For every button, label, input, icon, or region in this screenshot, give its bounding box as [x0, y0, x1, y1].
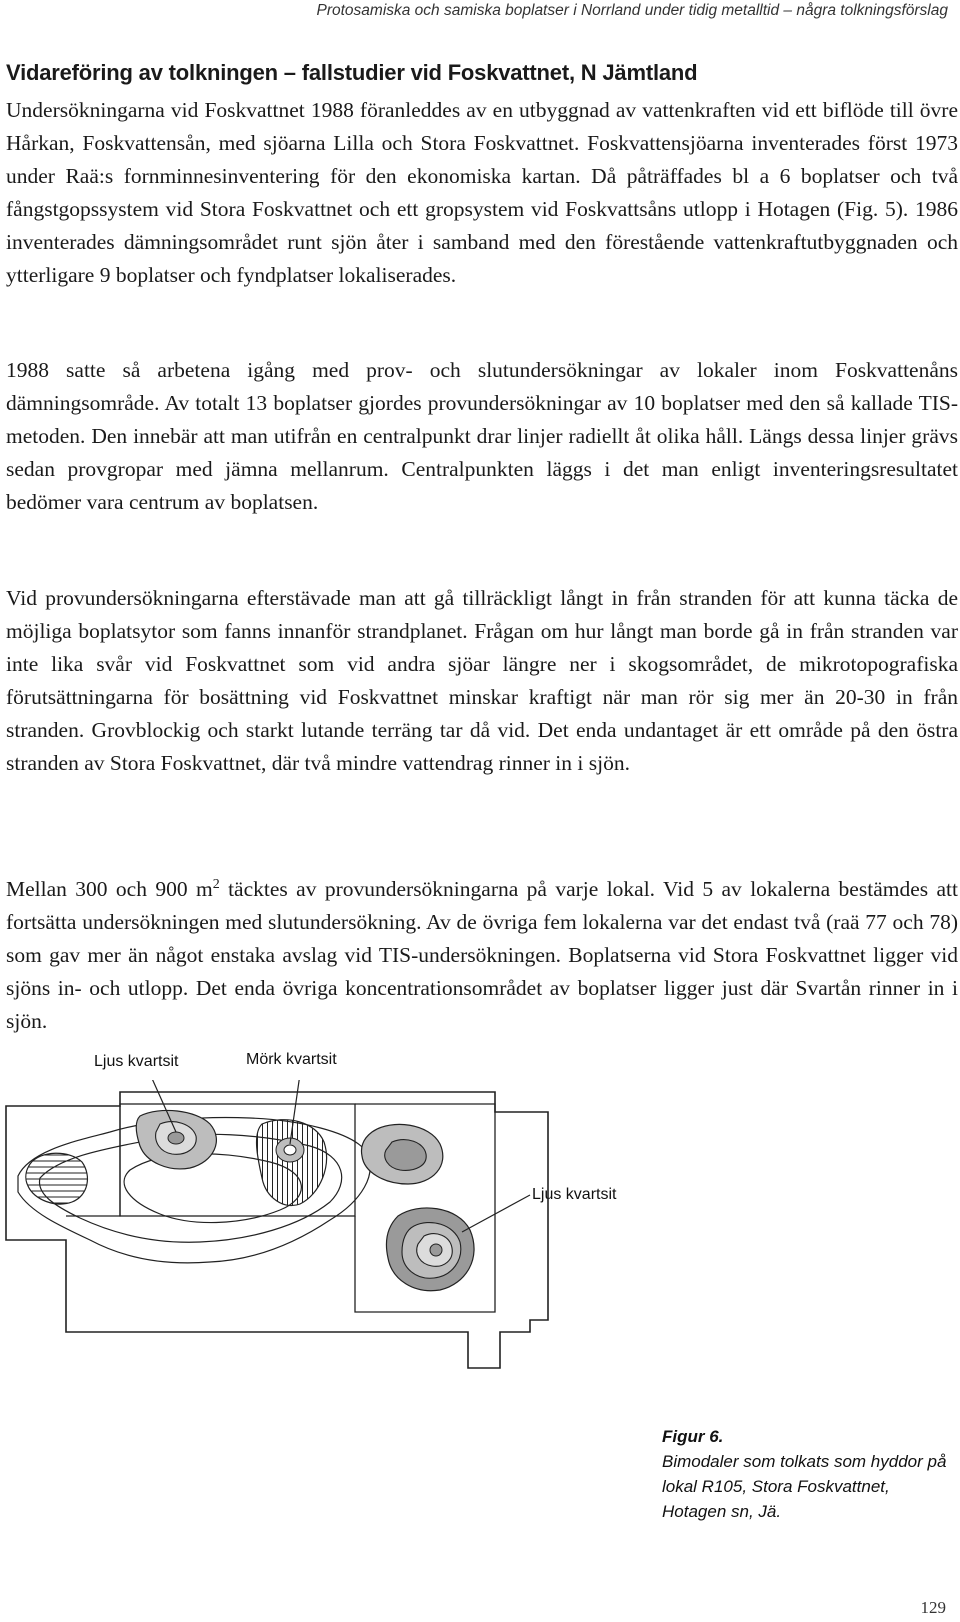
section-heading: Vidareföring av tolkningen – fallstudier vid Foskvattnet, N Jämtland: [6, 60, 698, 85]
light-quartzite-cluster-3-peak: [430, 1244, 442, 1256]
square-superscript: 2: [212, 877, 220, 892]
light-quartzite-cluster-2-core: [385, 1140, 426, 1171]
site-contour-plan: [0, 1080, 640, 1380]
figure-caption-title: Figur 6.: [662, 1427, 724, 1446]
figure-caption: [662, 1424, 952, 1524]
running-head: Protosamiska och samiska boplatser i Norrland under tidig metalltid – några tolkningsförslag: [316, 2, 948, 19]
dark-quartzite-peak: [284, 1145, 296, 1155]
page-number: 129: [920, 1598, 946, 1617]
paragraph-2: 1988 satte så arbetena igång med prov- och slutundersökningar av lokaler inom Foskvattenåns dämningsområde. Av totalt 13 boplatser gjordes provundersökningar av 10 boplatser med den så kallade TIS-metoden. Den innebär att man utifrån en centralpunkt drar linjer radiellt åt olika håll. Längs dessa linjer grävs sedan provgropar med jämna mellanrum. Centralpunkten läggs i det man enligt inventeringsresultatet bedömer vara centrum av boplatsen.: [6, 358, 958, 514]
figure-caption-text: Bimodaler som tolkats som hyddor på lokal R105, Stora Foskvattnet, Hotagen sn, Jä.: [662, 1452, 947, 1521]
paragraph-4-rest: täcktes av provundersökningarna på varje lokal. Vid 5 av lokalerna bestämdes att fortsätta undersökningen med slutundersökning. Av de övriga fem lokalerna var det endast två (raä 77 och 78) som gav mer än något enstaka avslag vid TIS-undersökningen. Boplatserna vid Stora Foskvattnet ligger vid sjöns in- och utlopp. Det enda övriga koncentrationsområdet av boplatser ligger just där Svartån rinner in i sjön.: [6, 877, 958, 1033]
light-quartzite-cluster-1-peak: [168, 1132, 184, 1144]
figure-label-light-quartzite-right: Ljus kvartsit: [532, 1186, 617, 1203]
leader-line-right: [462, 1195, 530, 1232]
paragraph-1: Undersökningarna vid Foskvattnet 1988 föranleddes av en utbyggnad av vattenkraften vid ett biflöde till övre Hårkan, Foskvattensån, med sjöarna Lilla och Stora Foskvattnet. Foskvattensjöarna inventerades först 1973 under Raä:s fornminnesinventering för den ekonomiska kartan. Då påträffades bl a 6 boplatser och två fångstgopssystem vid Stora Foskvattnet och ett gropsystem vid Foskvattsåns utlopp i Hotagen (Fig. 5). 1986 inventerades dämningsområdet runt sjön åter i samband med den förestående vattenkraftutbyggnaden och ytterligare 9 boplatser och fyndplatser lokaliserades.: [6, 98, 958, 287]
figure-label-light-quartzite-top: Ljus kvartsit: [94, 1053, 179, 1070]
hatched-area-left: [26, 1153, 88, 1204]
paragraph-4-start: Mellan 300 och 900 m: [6, 877, 213, 901]
paragraph-3: Vid provundersökningarna efterstävade man att gå tillräckligt långt in från stranden för att kunna täcka de möjliga boplatsytor som fanns innanför strandplanet. Frågan om hur långt man borde gå in från stranden var inte lika svår vid Foskvattnet som vid andra sjöar längre ner i skogsområdet, de mikrotopografiska förutsättningarna för bosättning vid Foskvattnet minskar kraftigt när man rör sig mer än 20-30 in från stranden. Grovblockig och starkt lutande terräng tar då vid. Det enda undantaget är ett område på den östra stranden av Stora Foskvattnet, där två mindre vattendrag rinner in i sjön.: [6, 586, 958, 775]
paragraph-4: [6, 873, 958, 1038]
figure-label-dark-quartzite: Mörk kvartsit: [246, 1051, 337, 1068]
